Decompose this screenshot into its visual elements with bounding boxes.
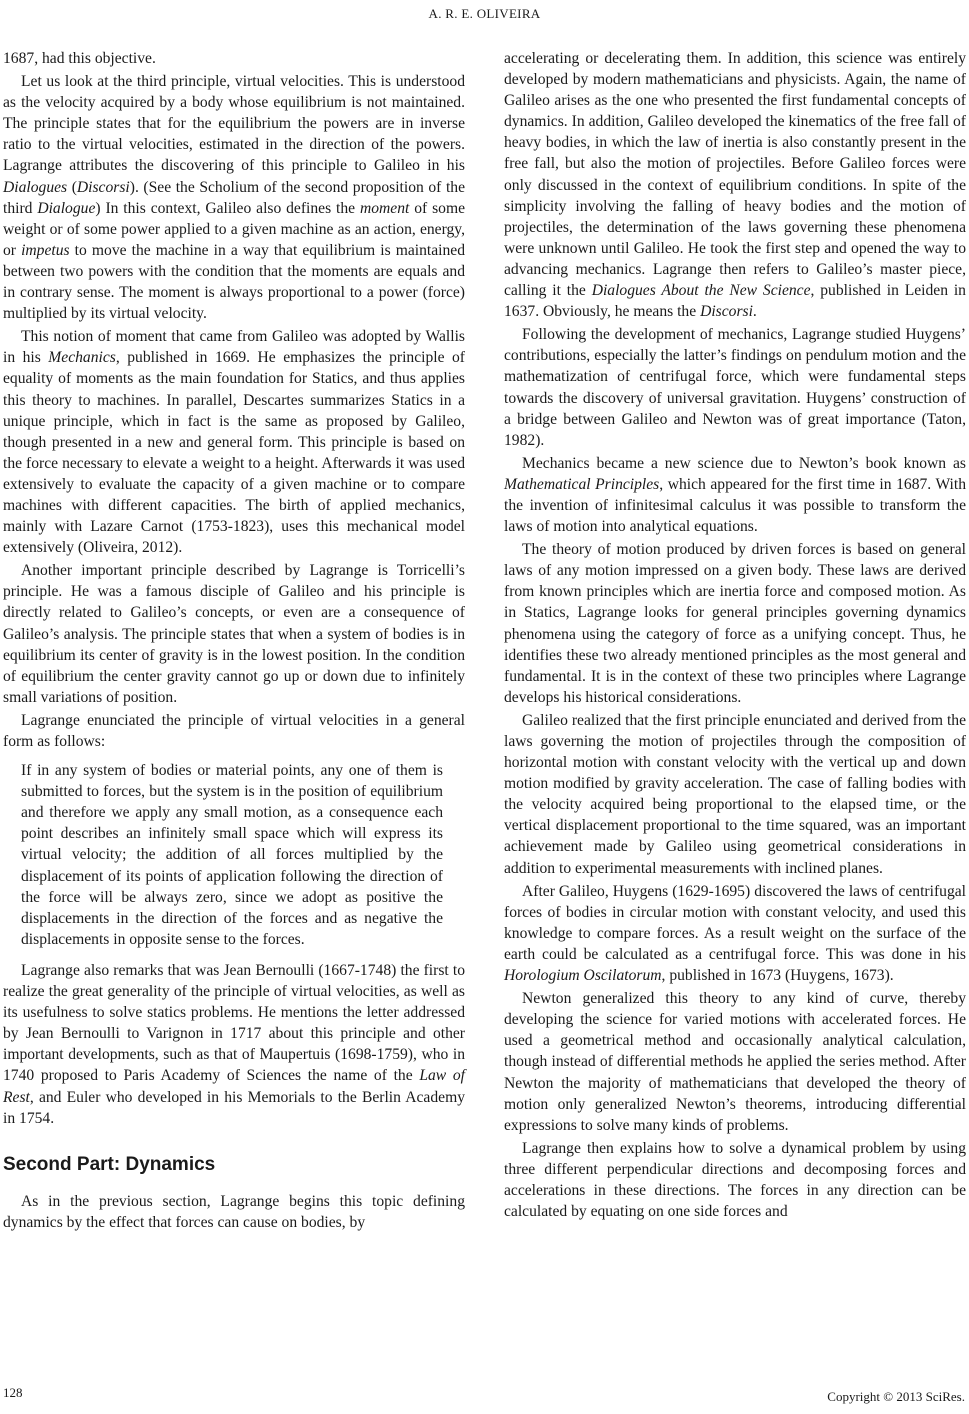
running-head: A. R. E. OLIVEIRA [428, 6, 541, 21]
text-run: Lagrange also remarks that was Jean Bernoulli (1667-1748) the first to realize the great generality of the principle of virtual velocities, as well as its usefulness to solve statics problems. He mentions the letter addressed by Jean Bernoulli to Varignon in 1717 about this principle and other important developments, such as that of Maupertuis (1698-1759), who in 1740 proposed to Paris Academy of Sciences the name of the [3, 961, 465, 1085]
paragraph [3, 960, 465, 1129]
text-run: ). (See the Scholium of the second proposition of the third [3, 178, 466, 217]
text-run: Let us look at the third principle, virtual velocities. This is understood as the velocity acquired by a body whose equilibrium is not maintained. The principle states that for the equilibrium the powers are in inverse ratio to the virtual velocities, estimated in the direction of the powers. Lagrange attributes the discovering of this principle to Galileo in his [3, 73, 465, 175]
right-column [504, 48, 966, 1224]
copyright-notice: Copyright © 2013 SciRes. [827, 1389, 965, 1404]
quote-text: If in any system of bodies or material points, any one of them is submitted to forces, but the system is in the position of equilibrium and therefore we apply any small motion, as a consequence each point describes an infinitely small space which will express its virtual velocity; the addition of all forces multiplied by the displacement of its points of application following the direction of the force will be always zero, since we adopt as positive the displacements in the direction of the forces and as negative the displacements in opposite sense to the forces. [21, 762, 443, 948]
italic-text: Horologium Oscilatorum [504, 967, 662, 985]
paragraph: As in the previous section, Lagrange begins this topic defining dynamics by the effect that forces can cause on bodies, by [3, 1192, 465, 1231]
text-run: , published in 1673 (Huygens, 1673). [661, 967, 894, 985]
paragraph: Another important principle described by Lagrange is Torricelli’s principle. He was a famous disciple of Galileo and his principle is directly related to Galileo’s concepts, or even are a consequence of Galileo’s analysis. The principle states that when a system of bodies is in equilibrium its center of gravity is in the lowest position. In the condition of equilibrium the center gravity cannot go up or down due to infinitely small variations of position. [3, 562, 465, 706]
italic-text: moment [359, 199, 410, 217]
text-run: of some weight or of some power applied to a given machine as an action, energy, or [3, 199, 465, 259]
italic-text: Mechanics [48, 349, 116, 367]
paragraph: Newton generalized this theory to any kind of curve, thereby developing the science for varied motions with accelerated forces. He used a geometrical method and occasionally analytical calculation, though instead of differential methods he applied the series method. After Newton the majority of mathematicians that developed the theory of motion only generalized Newton’s theorems, introducing differential expressions to solve many kinds of problems. [504, 990, 966, 1134]
paragraph: Lagrange then explains how to solve a dynamical problem by using three different perpendicular directions and decomposing forces and accelerations in these directions. The forces in any direction can be calculated by equating on one side forces and [504, 1139, 966, 1221]
paragraph [504, 48, 966, 322]
italic-text: Dialogues About the New Science [591, 282, 811, 300]
text-run: , which appeared for the first time in 1687. With the invention of infinitesimal calculus it was possible to transform the laws of motion into analytical equations. [504, 475, 967, 536]
paragraph: Lagrange enunciated the principle of virtual velocities in a general form as follows: [3, 711, 465, 750]
paragraph [504, 881, 966, 986]
italic-text: Discorsi [76, 178, 130, 196]
text-run: ( [67, 178, 77, 196]
italic-text: Mathematical Principles [504, 475, 660, 493]
italic-text: Discorsi [700, 303, 753, 321]
text-run: . [752, 303, 757, 321]
page-number: 128 [3, 1385, 23, 1400]
text-run: , published in 1669. He emphasizes the principle of equality of moments as the main foundation for Statics, and thus applies this theory to machines. In parallel, Descartes summarizes Statics in a unique principle, which in fact is the same as proposed by Galileo, though presented in a new and general form. This principle is based on the force necessary to elevate a weight to a height. Afterwards it was used extensively to evaluate the capacity of a given machine or to compare machines with different capacities. The birth of applied mechanics, mainly with Lazare Carnot (1753-1823), uses this mechanical model extensively (Oliveira, 2012). [3, 349, 465, 557]
text-run: After Galileo, Huygens (1629-1695) discovered the laws of centrifugal forces of bodies in circular motion with constant velocity, and used this knowledge to compare forces. As a result weight on the surface of the earth could be calculated as a centrifugal force. This was done in his [504, 882, 966, 963]
paragraph-text: accelerating or decelerating them. In addition, this science was entirely developed by modern mathematicians and physicists. Again, the name of Galileo arises as the one who presented the first fundamental concepts of dynamics. In addition, Galileo developed the kinematics of the free fall of heavy bodies, in which the law of inertia is also constantly present in the free fall, but also the motion of projectiles. Before Galileo forces were only discussed in the context of equilibrium conditions. In spite of the simplicity involving the falling of heavy bodies and the motion of projectiles, the determination of the laws governing these phenomena were unknown until Galileo. He took the first step and opened the way to advancing mechanics. Lagrange then refers to Galileo’s master piece, calling it the [504, 50, 966, 300]
paragraph [3, 326, 465, 558]
text-run: This notion of moment that came from Galileo was adopted by Wallis in his [3, 328, 465, 367]
italic-text: Dialogues [3, 178, 68, 196]
paragraph: Following the development of mechanics, Lagrange studied Huygens’ contributions, especially the latter’s findings on pendulum motion and the mathematization of centrifugal force, which were fundamental steps towards the discovery of universal gravitation. Huygens’ construction of a bridge between Galileo and Newton was of great importance (Taton, 1982). [504, 326, 966, 449]
section-heading: Second Part: Dynamics [3, 1153, 216, 1175]
text-run: , and Euler who developed in his Memorials to the Berlin Academy in 1754. [3, 1088, 465, 1127]
paragraph: The theory of motion produced by driven forces is based on general laws of any motion impressed on a given body. These laws are derived from known principles which are inertia force and composed motion. As in Statics, Lagrange looks for general principles governing dynamics phenomena using the category of force as a unifying concept. Thus, he identifies these two already mentioned principles as the most general and fundamental. It is in the context of these two principles where Lagrange develops his historical considerations. [504, 541, 966, 706]
left-column [3, 48, 465, 1235]
text-run: ) In this context, Galileo also defines the [95, 199, 360, 217]
text-run: , published in Leiden in 1637. Obviously, he means the [504, 282, 966, 321]
paragraph: Galileo realized that the first principle enunciated and derived from the laws governing the motion of projectiles through the composition of horizontal motion with constant velocity with the vertical up and down motion modified by gravity acceleration. The case of falling bodies with the velocity acquired being proportional to the elapsed time, or the vertical displacement proportional to the time squared, was an important achievement made by Galileo using geometrical considerations in addition to experimental measurements with inclined planes. [504, 711, 966, 877]
paragraph [3, 71, 465, 324]
text-run: to move the machine in a way that equilibrium is maintained between two powers with the condition that the moments are equals and in contrary sense. The moment is always proportional to a power (force) multiplied by its virtual velocity. [3, 241, 465, 323]
italic-text: Law of Rest [3, 1067, 465, 1106]
paragraph [504, 453, 966, 537]
italic-text: Dialogue [37, 199, 96, 217]
text-run: Mechanics became a new science due to Newton’s book known as [522, 454, 966, 472]
paragraph: 1687, had this objective. [3, 50, 156, 67]
block-quote [21, 760, 443, 950]
italic-text: impetus [21, 241, 70, 259]
